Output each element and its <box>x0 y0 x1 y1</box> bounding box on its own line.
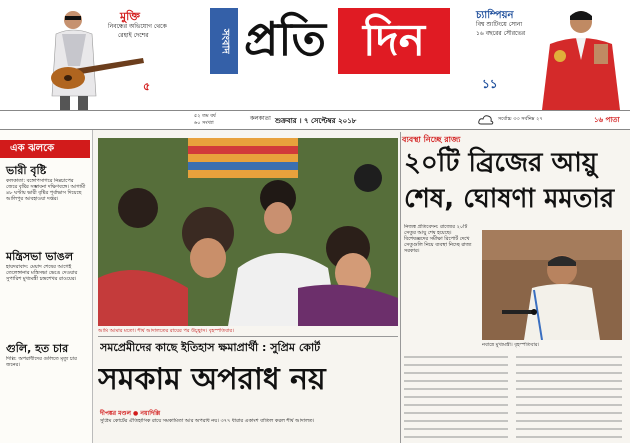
main-byline: দীপঙ্কর মণ্ডল ● নয়াদিল্লি <box>100 410 161 417</box>
sidebar-header <box>0 140 90 158</box>
main-body: সুপ্রিম কোর্টের ঐতিহাসিক রায়ে সমকামিতা আর অপরাধ নয়। ৩৭৭ ধারার একাংশ বাতিল করল শীর্ষ আদালত। <box>100 418 315 424</box>
issue-date: শুক্রবার । ৭ সেপ্টেম্বর ২০১৮ <box>275 117 357 125</box>
right-ear-line2: ১৬ বছরের সৌরভের <box>476 30 526 37</box>
celebration-photo <box>98 138 398 326</box>
masthead <box>180 0 452 110</box>
lead-headline-2: শেষ, ঘোষণা মমতার <box>404 184 615 214</box>
temperature: সর্বোচ্চ ৩৩ সর্বনিম্ন ২৭ <box>498 116 543 122</box>
edition-strip <box>0 110 630 130</box>
main-headline: সমকাম অপরাধ নয় <box>98 362 326 397</box>
cloud-icon <box>478 114 494 126</box>
brand-badge-text: সংবাদ <box>219 28 231 54</box>
sidebar-item-text-3: দিল্লি: অপরাধীদের গুলিতে মৃত্যু চার জনের। <box>6 356 77 368</box>
guitarist-photo <box>38 6 151 110</box>
celebration-photo-caption: আমি আমার মতো। শীর্ষ আদালতের রায়ের পর উচ্ছ্বাস। বৃহস্পতিবার। <box>98 328 234 334</box>
left-ear-page-ref: ৫ <box>143 80 151 93</box>
left-ear-heading: মুক্তি <box>120 10 140 23</box>
sidebar-item-title-3: গুলি, হত চার <box>6 342 69 355</box>
lead-kicker: ব্যবস্থা নিচ্ছে রাজ্য <box>402 135 461 144</box>
lead-headline-1: ২০টি ব্রিজের আয়ু <box>404 148 598 178</box>
celebration-photo-image <box>98 138 398 326</box>
edition-issue: ৬০ সংখ্যা <box>194 120 214 126</box>
column-divider <box>400 132 401 443</box>
city-name: কলকাতা <box>250 115 271 122</box>
right-ear-heading: চ্যাম্পিয়ন <box>476 10 514 21</box>
sidebar-item-text-1: কলকাতা: বঙ্গোপসাগরে নিম্নচাপের জেরে বৃষ্টির সম্ভাবনা দক্ষিণবঙ্গে। আগামী ৪৮ ঘণ্টায় ভারী বৃষ্টির পূর্বাভাস দিয়েছে আলিপুর আবহাওয়া দপ্তর। <box>6 178 86 202</box>
lead-body: নিজস্ব প্রতিবেদন: রাজ্যের ২০টি সেতুর আয়ু শেষ হয়েছে। বিশেষজ্ঞদের সমীক্ষা রিপোর্ট দেখে সেতুগুলি নিয়ে ব্যবস্থা নিচ্ছে রাজ্য সরকার। <box>404 224 472 254</box>
brand-badge <box>210 8 238 74</box>
sidebar <box>0 130 93 443</box>
sidebar-header-text: এক ঝলকে <box>10 143 55 154</box>
mamata-photo <box>482 230 622 340</box>
sidebar-item-title-1: ভারী বৃষ্টি <box>6 164 47 177</box>
edition-number: ৫২ তম বর্ষ <box>194 113 216 119</box>
masthead-title-din-box <box>338 8 450 74</box>
masthead-title-din: দিন <box>363 15 425 66</box>
sidebar-item-text-2: হায়দরাবাদ: মেয়াদ শেষের আগেই তেলেঙ্গানার মন্ত্রিসভা ভেঙে দেওয়ার সুপারিশ মুখ্যমন্ত্রী চন্দ্রশেখর রাওয়ের। <box>6 264 78 282</box>
page-count: ১৬ পাতা <box>594 116 620 124</box>
right-ear-page-ref: ১১ <box>482 77 498 91</box>
lead-text-columns <box>404 352 624 442</box>
mamata-photo-caption: নবান্নে মুখ্যমন্ত্রী। বৃহস্পতিবার। <box>482 342 540 348</box>
masthead-title-prati: প্রতি <box>244 12 327 66</box>
shooter-photo <box>536 4 626 110</box>
mamata-photo-image <box>482 230 622 340</box>
main-subhead: সমপ্রেমীদের কাছে ইতিহাস ক্ষমাপ্রার্থী : সুপ্রিম কোর্ট <box>100 341 321 354</box>
left-ear-line2: রেহাই দেশের <box>118 32 149 39</box>
right-ear <box>452 0 630 110</box>
left-ear <box>0 0 180 110</box>
right-ear-line1: বিশ্ব শ্যুটিংয়ে সোনা <box>476 21 523 28</box>
sidebar-item-title-2: মন্ত্রিসভা ভাঙল <box>6 250 74 263</box>
section-divider <box>98 336 398 337</box>
left-ear-line1: নিবন্ধের অভিযোগ থেকে <box>108 23 167 30</box>
